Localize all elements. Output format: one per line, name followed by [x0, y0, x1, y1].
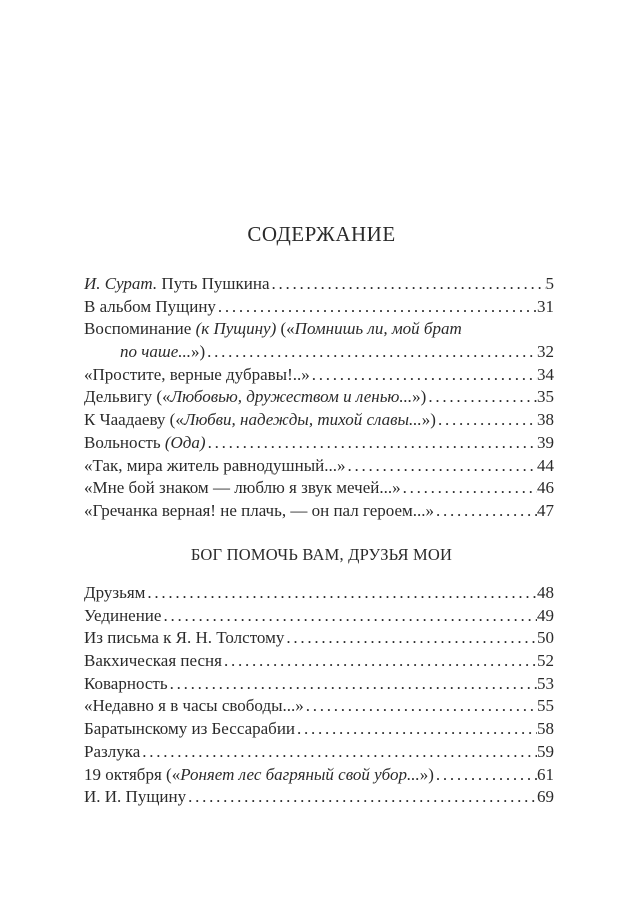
entry-text-part: (к Пущину)	[195, 319, 277, 339]
page-number: 44	[537, 455, 554, 475]
page-number: 55	[537, 696, 554, 716]
page-title: СОДЕРЖАНИЕ	[247, 222, 396, 246]
toc-entry	[84, 364, 554, 387]
toc-entry	[84, 695, 554, 718]
entry-text-part: «Простите, верные дубравы!..»	[84, 364, 310, 384]
dot-leader	[205, 341, 537, 364]
entry-title	[84, 764, 434, 787]
entry-title	[84, 364, 310, 387]
toc-entry	[84, 386, 554, 409]
dot-leader	[346, 455, 537, 478]
dot-leader	[284, 627, 537, 650]
page-number: 5	[545, 274, 554, 293]
dot-leader	[434, 500, 537, 523]
entry-title	[84, 650, 222, 673]
page-number: 61	[537, 764, 554, 784]
toc-entry	[84, 500, 554, 523]
page-number: 52	[537, 651, 554, 671]
entry-text-part: «Недавно я в часы свободы...»	[84, 696, 304, 716]
entry-text-part: Из письма к Я. Н. Толстому	[84, 628, 285, 648]
dot-leader	[140, 741, 537, 764]
entry-text-part: Любовью, дружеством и ленью...	[170, 387, 413, 407]
page-number: 69	[537, 787, 554, 807]
entry-text-part: Дельвигу («	[84, 387, 171, 407]
dot-leader	[436, 409, 537, 432]
dot-leader	[145, 582, 537, 605]
entry-title	[84, 673, 168, 696]
entry-text-part: Коварность	[84, 673, 168, 693]
entry-text-part: Путь Пушкина	[157, 274, 270, 293]
page-number: 31	[537, 296, 554, 316]
toc-entry	[84, 455, 554, 478]
toc-entry-continuation	[84, 341, 554, 364]
entry-text-part: »)	[421, 410, 436, 430]
dot-leader	[270, 273, 546, 296]
toc-entry	[84, 432, 554, 455]
entry-text-part: Помнишь ли, мой брат	[294, 319, 462, 339]
entry-text-part: К Чаадаеву («	[84, 410, 184, 430]
dot-leader	[222, 650, 537, 673]
page-number: 34	[537, 364, 554, 384]
entry-text-part: Разлука	[84, 741, 141, 761]
section-title: БОГ ПОМОЧЬ ВАМ, ДРУЗЬЯ МОИ	[190, 545, 453, 564]
entry-title	[84, 582, 145, 605]
entry-title	[84, 627, 284, 650]
page-number: 35	[537, 387, 554, 407]
entry-title	[84, 786, 186, 809]
entry-title	[84, 695, 304, 718]
page-number: 47	[537, 500, 554, 520]
dot-leader	[186, 786, 537, 809]
entry-text-part: »)	[191, 342, 206, 362]
page-number: 53	[537, 673, 554, 693]
entry-text-part: И. Сурат.	[84, 274, 158, 293]
entry-text-part: по чаше...	[120, 342, 191, 362]
dot-leader	[161, 605, 537, 628]
dot-leader	[426, 386, 537, 409]
entry-title	[84, 605, 161, 628]
entry-title	[84, 432, 206, 455]
page-number: 32	[537, 342, 554, 362]
page-number: 39	[537, 432, 554, 452]
entry-title	[84, 455, 346, 478]
entry-text-part: Баратынскому из Бессарабии	[84, 719, 296, 739]
toc-entry	[84, 718, 554, 741]
toc-list	[84, 273, 554, 523]
toc-entry	[84, 296, 554, 319]
page-number: 48	[537, 583, 554, 602]
entry-text-part: («	[276, 319, 295, 339]
toc-entry	[84, 764, 554, 787]
entry-title	[84, 318, 462, 341]
toc-entry	[84, 318, 554, 341]
entry-title	[84, 500, 434, 523]
entry-title	[84, 477, 401, 500]
toc-entry	[84, 477, 554, 500]
entry-text-part: 19 октября («	[84, 764, 181, 784]
entry-text-part: В альбом Пущину	[84, 296, 216, 316]
entry-title	[120, 341, 205, 364]
entry-text-part: Любви, надежды, тихой славы...	[183, 410, 422, 430]
dot-leader	[295, 718, 537, 741]
toc-entry	[84, 582, 554, 605]
entry-text-part: (Ода)	[164, 432, 206, 452]
entry-text-part: «Так, мира житель равнодушный...»	[84, 455, 346, 475]
entry-text-part: Уединение	[84, 605, 162, 625]
entry-title	[84, 741, 140, 764]
entry-title	[84, 718, 295, 741]
entry-text-part: «Мне бой знаком — люблю я звук мечей...»	[84, 478, 401, 498]
page-number: 59	[537, 741, 554, 761]
dot-leader	[206, 432, 537, 455]
toc-entry	[84, 605, 554, 628]
dot-leader	[304, 695, 537, 718]
toc-list	[84, 582, 554, 809]
toc-entry	[84, 409, 554, 432]
dot-leader	[401, 477, 537, 500]
entry-text-part: »)	[412, 387, 427, 407]
entry-text-part: Друзьям	[84, 583, 146, 602]
dot-leader	[310, 364, 537, 387]
entry-title	[84, 386, 426, 409]
entry-text-part: «Гречанка верная! не плачь, — он пал героем...»	[84, 500, 435, 520]
dot-leader	[168, 673, 537, 696]
page-number: 46	[537, 478, 554, 498]
toc-entry	[84, 786, 554, 809]
entry-text-part: Воспоминание	[84, 319, 196, 339]
entry-title	[84, 409, 436, 432]
entry-text-part: »)	[419, 764, 434, 784]
dot-leader	[216, 296, 537, 319]
entry-text-part: Вольность	[84, 432, 165, 452]
toc-entry	[84, 650, 554, 673]
entry-text-part: Вакхическая песня	[84, 651, 222, 671]
page-number: 49	[537, 605, 554, 625]
toc-entry	[84, 627, 554, 650]
page-number: 50	[537, 628, 554, 648]
entry-title	[84, 273, 270, 296]
entry-text-part: И. И. Пущину	[84, 787, 187, 807]
entry-text-part: Роняет лес багряный свой убор...	[180, 764, 420, 784]
dot-leader	[434, 764, 537, 787]
toc-entry	[84, 741, 554, 764]
toc-entry	[84, 273, 554, 296]
entry-title	[84, 296, 216, 319]
page-number: 58	[537, 719, 554, 739]
toc-entry	[84, 673, 554, 696]
page-number: 38	[537, 410, 554, 430]
